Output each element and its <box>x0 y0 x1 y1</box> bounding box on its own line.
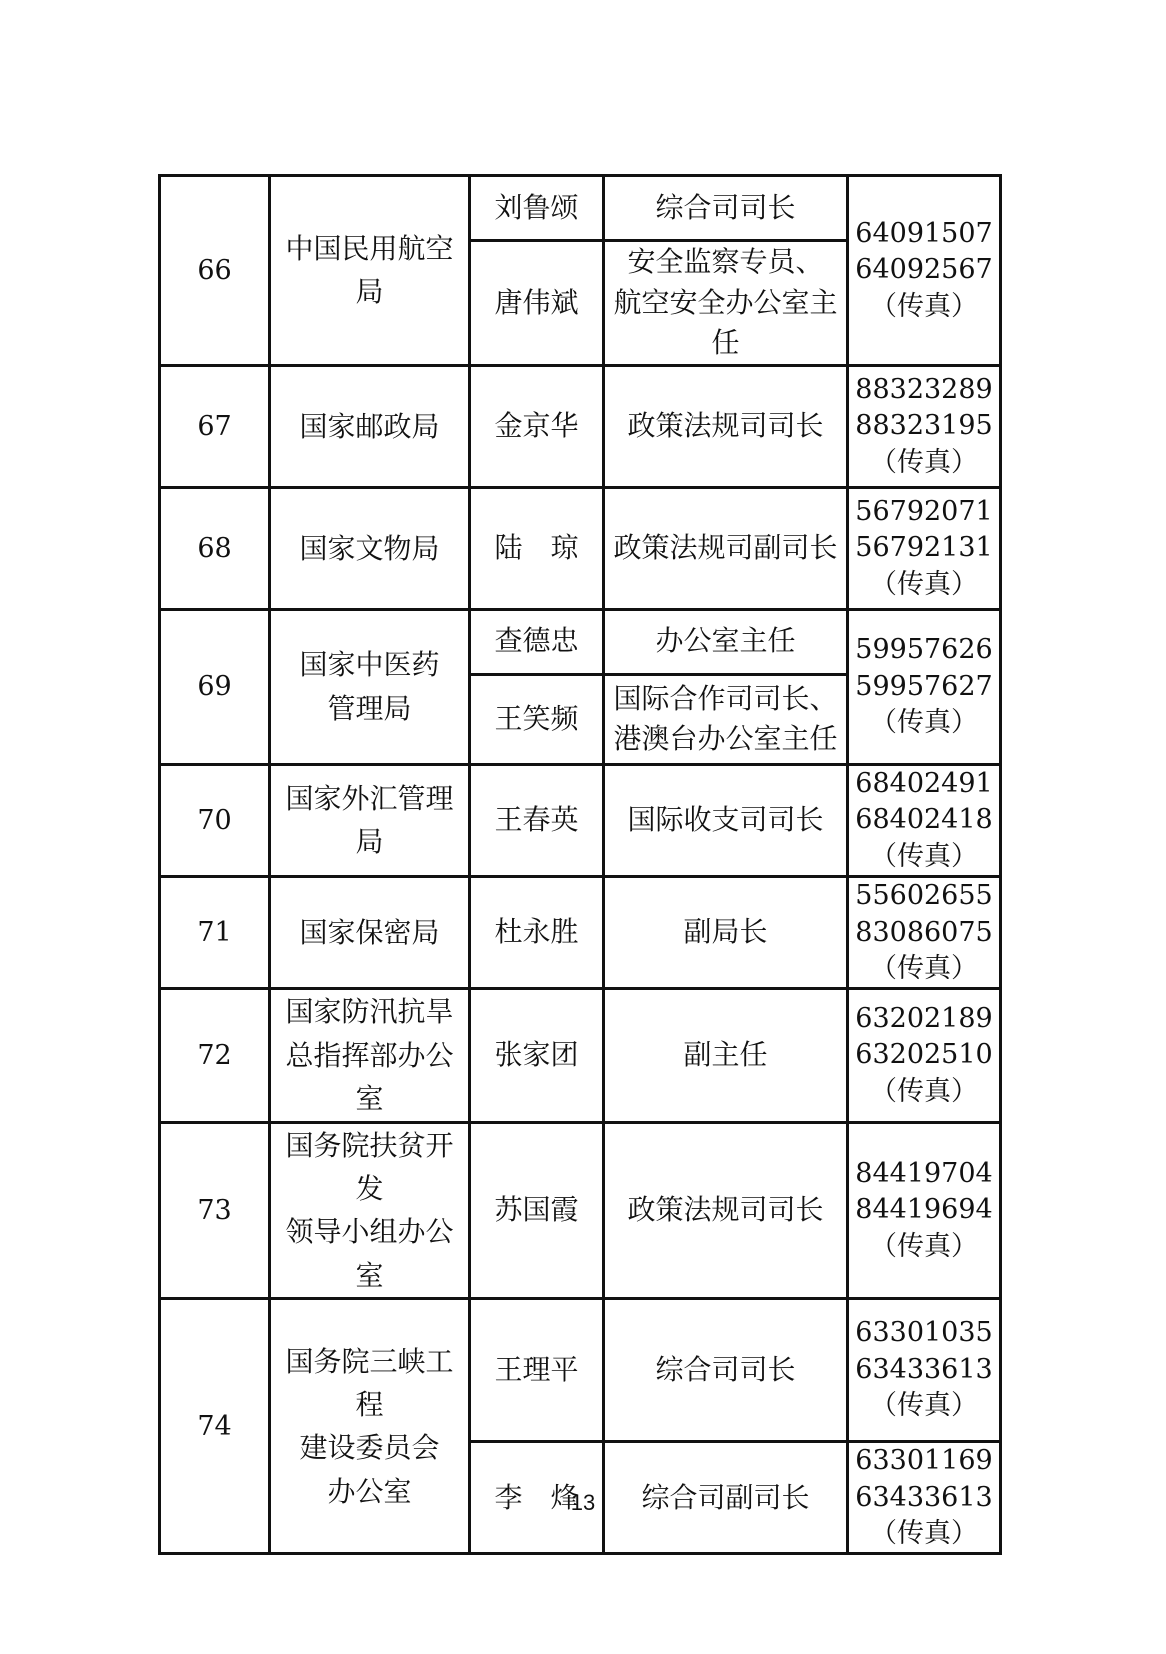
contact-name: 张家团 <box>470 989 604 1122</box>
job-title: 综合司司长 <box>604 1299 848 1442</box>
phone-numbers: 63301035 63433613 （传真） <box>848 1299 1001 1442</box>
entry-number: 68 <box>160 487 270 609</box>
contact-name: 苏国霞 <box>470 1122 604 1299</box>
entry-number: 70 <box>160 764 270 876</box>
job-title: 副局长 <box>604 877 848 989</box>
contact-table <box>158 174 1002 1555</box>
contact-name: 王春英 <box>470 764 604 876</box>
table-row <box>160 1122 1001 1299</box>
phone-numbers: 64091507 64092567 （传真） <box>848 176 1001 366</box>
phone-numbers: 88323289 88323195 （传真） <box>848 365 1001 487</box>
job-title: 国际合作司司长、 港澳台办公室主任 <box>604 674 848 764</box>
contact-name: 唐伟斌 <box>470 241 604 366</box>
phone-numbers: 84419704 84419694 （传真） <box>848 1122 1001 1299</box>
organization: 国家防汛抗旱 总指挥部办公室 <box>270 989 470 1122</box>
organization: 国家外汇管理局 <box>270 764 470 876</box>
entry-number: 73 <box>160 1122 270 1299</box>
entry-number: 67 <box>160 365 270 487</box>
organization: 国家邮政局 <box>270 365 470 487</box>
table-row <box>160 989 1001 1122</box>
organization: 国务院扶贫开发 领导小组办公室 <box>270 1122 470 1299</box>
entry-number: 69 <box>160 609 270 764</box>
job-title: 政策法规司司长 <box>604 1122 848 1299</box>
table-row <box>160 365 1001 487</box>
job-title: 副主任 <box>604 989 848 1122</box>
contact-name: 陆 琼 <box>470 487 604 609</box>
organization: 国家中医药 管理局 <box>270 609 470 764</box>
page-number: 13 <box>570 1490 596 1515</box>
table-row <box>160 487 1001 609</box>
job-title: 政策法规司副司长 <box>604 487 848 609</box>
contact-name: 查德忠 <box>470 609 604 674</box>
table-row <box>160 764 1001 876</box>
job-title: 政策法规司司长 <box>604 365 848 487</box>
table-row <box>160 176 1001 241</box>
job-title: 安全监察专员、 航空安全办公室主任 <box>604 241 848 366</box>
organization: 中国民用航空局 <box>270 176 470 366</box>
entry-number: 66 <box>160 176 270 366</box>
phone-numbers: 59957626 59957627 （传真） <box>848 609 1001 764</box>
phone-numbers: 63301169 63433613 （传真） <box>848 1442 1001 1554</box>
table-row <box>160 609 1001 674</box>
contact-name: 王理平 <box>470 1299 604 1442</box>
entry-number: 71 <box>160 877 270 989</box>
organization: 国家保密局 <box>270 877 470 989</box>
contact-name: 金京华 <box>470 365 604 487</box>
contact-name: 王笑频 <box>470 674 604 764</box>
entry-number: 72 <box>160 989 270 1122</box>
organization: 国家文物局 <box>270 487 470 609</box>
job-title: 综合司副司长 <box>604 1442 848 1554</box>
contact-name: 刘鲁颂 <box>470 176 604 241</box>
entry-number: 74 <box>160 1299 270 1554</box>
job-title: 办公室主任 <box>604 609 848 674</box>
organization: 国务院三峡工程 建设委员会 办公室 <box>270 1299 470 1554</box>
phone-numbers: 55602655 83086075 （传真） <box>848 877 1001 989</box>
job-title: 综合司司长 <box>604 176 848 241</box>
phone-numbers: 68402491 68402418 （传真） <box>848 764 1001 876</box>
phone-numbers: 63202189 63202510 （传真） <box>848 989 1001 1122</box>
phone-numbers: 56792071 56792131 （传真） <box>848 487 1001 609</box>
table-row <box>160 877 1001 989</box>
contact-name: 李 烽 <box>470 1442 604 1554</box>
job-title: 国际收支司司长 <box>604 764 848 876</box>
table-row <box>160 1299 1001 1442</box>
contact-name: 杜永胜 <box>470 877 604 989</box>
